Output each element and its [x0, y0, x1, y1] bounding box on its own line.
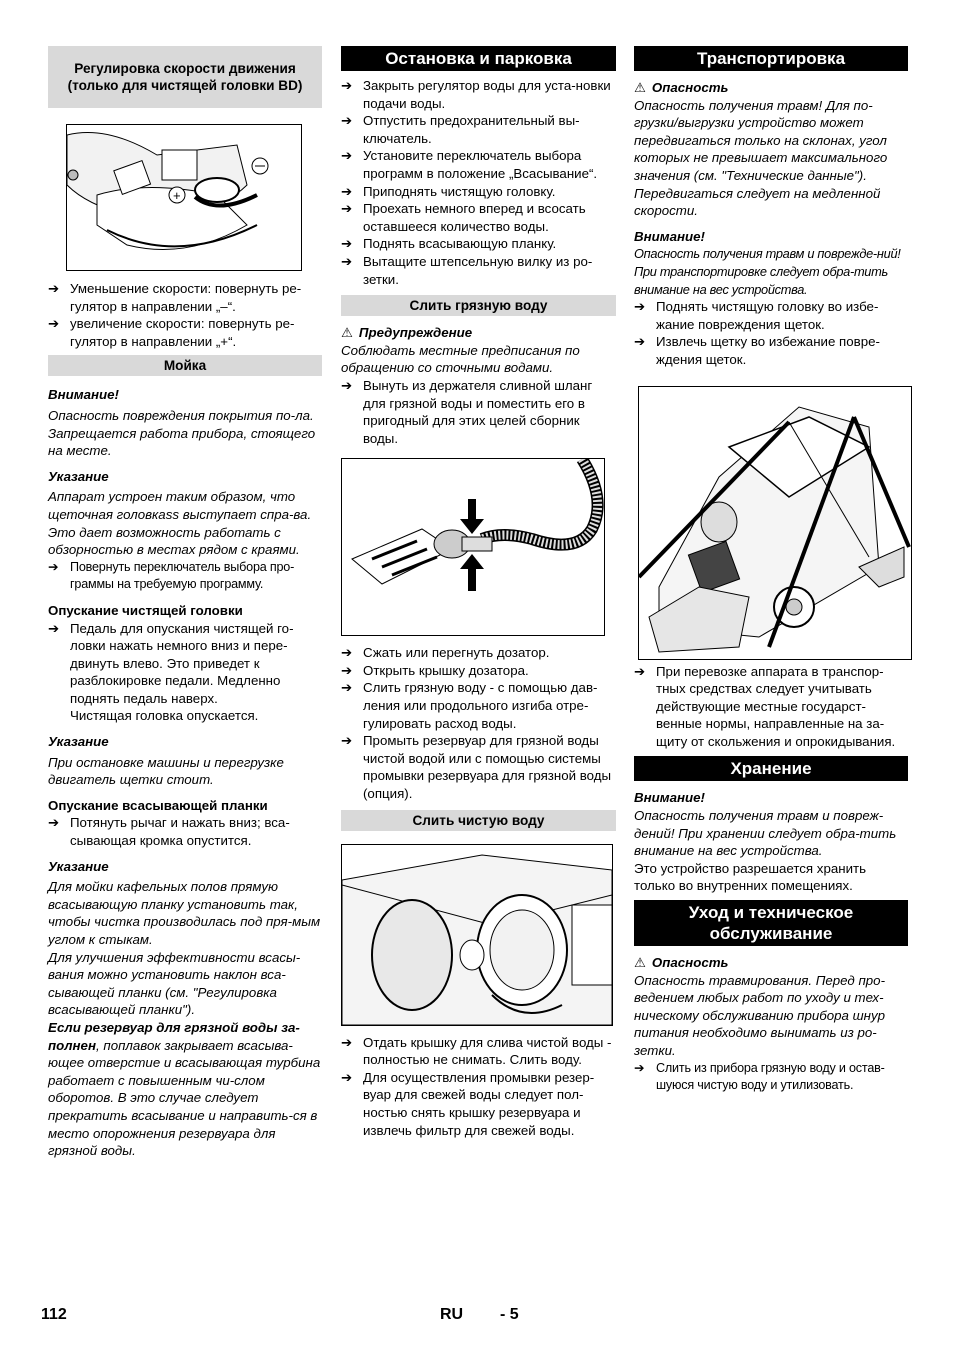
list-item: ➔ Слить из прибора грязную воду и остав-шуюся чистую воду и утилизовать.	[634, 1060, 885, 1093]
list-item: ➔ Закрыть регулятор воды для уста-новки подачи воды.	[341, 78, 611, 111]
machine-tie-down-illustration	[639, 387, 911, 659]
arrow-icon: ➔	[634, 299, 646, 315]
danger-label: ⚠ Опасность	[634, 955, 729, 971]
list-item: ➔ Сжать или перегнуть дозатор.	[341, 645, 550, 661]
arrow-icon: ➔	[341, 253, 353, 269]
arrow-icon: ➔	[634, 663, 646, 679]
warning-triangle-icon: ⚠	[341, 325, 353, 341]
list-item: ➔ Уменьшение скорости: повернуть ре-гулятор в направлении „–“.	[48, 281, 302, 314]
arrow-icon: ➔	[634, 334, 646, 350]
warning-triangle-icon: ⚠	[634, 955, 646, 971]
list-item: ➔ Вытащите штепсельную вилку из ро-зетки.	[341, 253, 593, 287]
list-item: ➔ Установите переключатель выбора программ в положение „Всасывание“.	[341, 148, 598, 181]
clean-water-steps	[341, 1034, 616, 1140]
arrow-icon: ➔	[48, 815, 60, 831]
svg-text:+: +	[173, 188, 181, 203]
attention-label: Внимание!	[634, 790, 705, 806]
clean-water-cap-illustration	[342, 845, 612, 1025]
arrow-icon: ➔	[48, 559, 59, 574]
stop-heading: Остановка и парковка	[341, 46, 616, 71]
arrow-icon: ➔	[341, 662, 353, 678]
section-page-number: - 5	[500, 1306, 519, 1323]
list-item: ➔ Проехать немного вперед и всосать оставшееся количество воды.	[341, 201, 586, 234]
transport-heading: Транспортировка	[634, 46, 908, 71]
list-item: ➔ Повернуть переключатель выбора про-граммы на требуемую программу.	[48, 559, 295, 592]
drain-hose-illustration	[342, 459, 604, 635]
warning-triangle-icon: ⚠	[634, 80, 646, 95]
lower-squeegee-heading: Опускание всасывающей планки	[48, 797, 268, 813]
list-item: ➔ Поднять всасывающую планку.	[341, 236, 557, 252]
language-code: RU	[440, 1306, 464, 1323]
arrow-icon: ➔	[341, 148, 353, 164]
arrow-icon: ➔	[48, 620, 60, 636]
note-text: Аппарат устроен таким образом, что щеточная головкаss выступает спра-ва. Это дает возможность работать с обзорностью в местах рядом с краями.	[48, 489, 312, 558]
storage-heading: Хранение	[634, 756, 908, 781]
care-heading: Уход и техническое обслуживание	[634, 900, 908, 946]
list-item: ➔ Приподнять чистящую головку.	[341, 183, 556, 199]
note-text: Если резервуар для грязной воды за-полнен, поплавок закрывает всасыва-ющее отверстие и всасывающая турбина работает с повышенным чи-слом оборотов. В это случае следует прекратить всасывание и направить-ся в место опорожнения резервуара для грязной воды.	[48, 1019, 321, 1159]
list-item: ➔ увеличение скорости: повернуть ре-гулятор в направлении „+“.	[48, 316, 295, 349]
list-item: ➔ Отпустить предохранительный вы-ключатель.	[341, 113, 580, 146]
attention-text: Опасность повреждения покрытия по-ла. Запрещается работа прибора, стоящего на месте.	[48, 407, 316, 459]
arrow-icon: ➔	[341, 113, 353, 129]
arrow-icon: ➔	[341, 201, 353, 217]
arrow-icon: ➔	[341, 183, 353, 199]
list-item: ➔ Для осуществления промывки резер-вуар для свежей воды следует пол-ностью снять крышку резервуара и извлечь фильтр для свежей воды.	[341, 1069, 595, 1138]
storage-text: Опасность получения травм и повреж-дений! При хранении следует обра-тить внимание на вес устройства.	[634, 808, 897, 859]
arrow-icon: ➔	[48, 281, 60, 296]
column-2	[341, 46, 616, 1139]
column-3	[634, 46, 908, 1095]
arrow-icon: ➔	[48, 316, 60, 332]
dirty-water-steps	[341, 644, 616, 802]
list-item: ➔ Педаль для опускания чистящей го-ловки нажать немного вниз и пере-двинуть влево. Это приведет к разблокировке педали. Медленно поднять педаль наверх.	[48, 620, 294, 706]
note-text: При остановке машины и перегрузке двигатель щетки стоит.	[48, 754, 284, 788]
attention-label: Внимание!	[48, 387, 119, 403]
list-item: ➔ Извлечь щетку во избежание повре-ждения щеток.	[634, 334, 880, 367]
note-label: Указание	[48, 468, 109, 484]
danger-text: Опасность получения травм! Для по-грузки/выгрузки устройство может передвигаться только на склонах, угол которых не превышает максимального значения (см. "Технические данные"). Передвигаться следует на медленной скорости.	[634, 97, 888, 219]
list-item: ➔ Потянуть рычаг и нажать вниз; вса-сывающая кромка опустится.	[48, 815, 290, 849]
speed-figure	[66, 124, 302, 271]
storage-text-2: Это устройство разрешается хранить только во внутренних помещениях.	[634, 860, 867, 894]
arrow-icon: ➔	[341, 645, 353, 661]
list-item: ➔ Поднять чистящую головку во избе-жание повреждения щеток.	[634, 299, 879, 332]
arrow-icon: ➔	[341, 680, 353, 696]
lower-head-result: Чистящая головка опускается.	[70, 708, 259, 724]
speed-steps	[48, 280, 322, 350]
wash-heading: Мойка	[48, 355, 322, 376]
arrow-icon: ➔	[341, 1034, 353, 1050]
danger-label: ⚠ Опасность	[634, 80, 729, 95]
speed-heading: Регулировка скорости движения (только для чистящей головки BD)	[48, 46, 322, 108]
note-label: Указание	[48, 858, 109, 874]
attention-label: Внимание!	[634, 228, 705, 244]
column-1	[48, 46, 322, 1160]
page-number: 112	[41, 1306, 67, 1323]
stop-steps	[341, 77, 616, 288]
arrow-icon: ➔	[341, 1069, 353, 1085]
attention-text: Опасность получения травм и поврежде-ний! При транспортировке следует обра-тить внимание на вес устройства.	[634, 246, 901, 297]
warning-text: Соблюдать местные предписания по обращению со сточными водами.	[341, 342, 580, 376]
list-item: ➔ Открыть крышку дозатора.	[341, 662, 529, 678]
note-text: Для мойки кафельных полов прямую всасывающую планку установить так, чтобы чистка производилась под пря-мым углом к стыкам.	[48, 879, 321, 947]
clean-water-heading: Слить чистую воду	[341, 810, 616, 831]
list-item: ➔ Вынуть из держателя сливной шланг для грязной воды и поместить его в пригодный для этих целей сборник воды.	[341, 377, 593, 446]
dirty-water-heading: Слить грязную воду	[341, 295, 616, 316]
arrow-icon: ➔	[341, 377, 353, 393]
arrow-icon: ➔	[341, 733, 353, 749]
note-label: Указание	[48, 734, 109, 750]
list-item: ➔ Промыть резервуар для грязной воды чистой водой или с помощью системы промывки резервуара для грязной воды (опция).	[341, 733, 612, 802]
transport-figure	[638, 386, 912, 660]
arrow-icon: ➔	[341, 236, 353, 252]
speed-regulator-illustration	[67, 125, 301, 270]
care-danger-text: Опасность травмирования. Перед про-ведением любых работ по уходу и тех-ническому обслуживанию прибора шнур питания необходимо вынимать из ро-зетки.	[634, 972, 885, 1058]
arrow-icon: ➔	[634, 1060, 645, 1075]
warning-label: ⚠ Предупреждение	[341, 325, 473, 341]
arrow-icon: ➔	[341, 78, 353, 93]
list-item: ➔ Отдать крышку для слива чистой воды - полностью не снимать. Слить воду.	[341, 1034, 612, 1068]
list-item: ➔ Слить грязную воду - с помощью дав-ления или продольного изгиба отре-гулировать расход воды.	[341, 680, 598, 731]
list-item: ➔ При перевозке аппарата в транспор-тных средствах следует учитывать действующие местные государст-венные нормы, направленные на за-щиту от скольжения и опрокидывания.	[634, 663, 896, 749]
note-text: Для улучшения эффективности всасы-вания можно установить наклон вса-сывающей планки (см. "Регулировка всасывающей планки").	[48, 949, 301, 1018]
clean-water-figure	[341, 844, 613, 1026]
transport-steps	[634, 298, 908, 368]
drain-hose-figure	[341, 458, 605, 636]
lower-head-heading: Опускание чистящей головки	[48, 602, 243, 618]
